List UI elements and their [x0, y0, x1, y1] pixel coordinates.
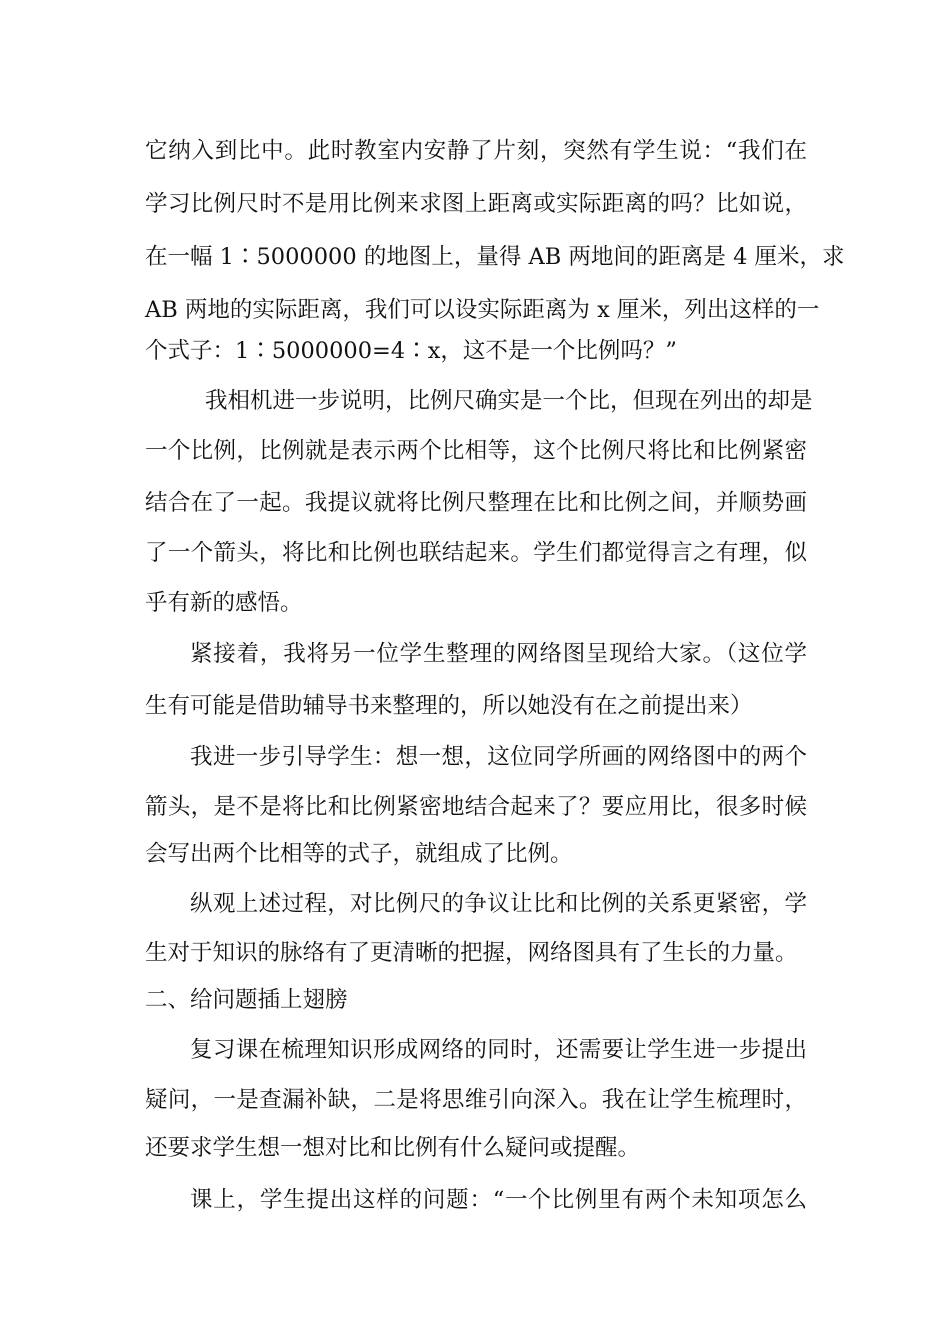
text-line: 乎有新的感悟。: [145, 590, 303, 616]
text-line: 生有可能是借助辅导书来整理的，所以她没有在之前提出来）: [145, 693, 753, 719]
text-line: 会写出两个比相等的式子，就组成了比例。: [145, 841, 573, 867]
text-line: 了一个箭头，将比和比例也联结起来。学生们都觉得言之有理，似: [145, 540, 807, 566]
paragraph-first-line: 课上，学生提出这样的问题：“一个比例里有两个未知项怎么: [190, 1187, 807, 1213]
text-line: AB 两地的实际距离，我们可以设实际距离为 x 厘米，列出这样的一: [145, 297, 820, 323]
text-line: 箭头，是不是将比和比例紧密地结合起来了？要应用比，很多时候: [145, 794, 807, 820]
paragraph-first-line: 我相机进一步说明，比例尺确实是一个比，但现在列出的却是: [205, 388, 813, 414]
section-heading: 二、给问题插上翅膀: [145, 987, 348, 1013]
paragraph-first-line: 纵观上述过程，对比例尺的争议让比和比例的关系更紧密，学: [190, 891, 807, 917]
paragraph-first-line: 紧接着，我将另一位学生整理的网络图呈现给大家。（这位学: [190, 641, 807, 667]
paragraph-first-line: 复习课在梳理知识形成网络的同时，还需要让学生进一步提出: [190, 1037, 807, 1063]
text-line: 疑问，一是查漏补缺，二是将思维引向深入。我在让学生梳理时，: [145, 1087, 807, 1113]
text-line: 还要求学生想一想对比和比例有什么疑问或提醒。: [145, 1135, 641, 1161]
text-line: 在一幅 1∶5000000 的地图上，量得 AB 两地间的距离是 4 厘米，求: [145, 244, 845, 270]
text-line: 个式子：1∶5000000=4∶x，这不是一个比例吗？”: [145, 338, 677, 364]
text-line: 一个比例，比例就是表示两个比相等，这个比例尺将比和比例紧密: [145, 438, 807, 464]
text-line: 生对于知识的脉络有了更清晰的把握，网络图具有了生长的力量。: [145, 940, 798, 966]
text-line: 学习比例尺时不是用比例来求图上距离或实际距离的吗？比如说，: [145, 191, 807, 217]
paragraph-first-line: 我进一步引导学生：想一想，这位同学所画的网络图中的两个: [190, 744, 807, 770]
text-line: 它纳入到比中。此时教室内安静了片刻，突然有学生说：“我们在: [145, 138, 807, 164]
text-line: 结合在了一起。我提议就将比例尺整理在比和比例之间，并顺势画: [145, 490, 807, 516]
